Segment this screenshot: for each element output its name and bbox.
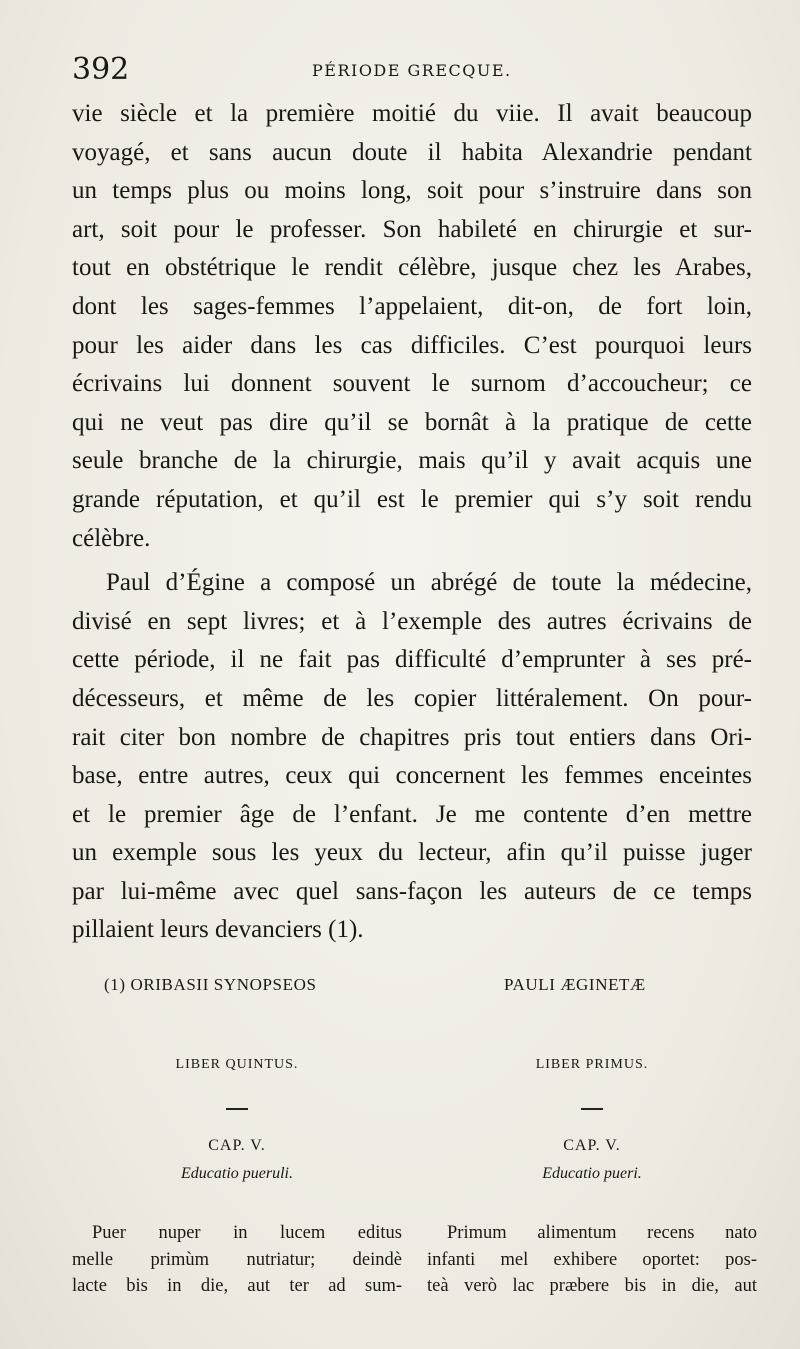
chapter-caption: Educatio pueri.: [542, 1165, 642, 1182]
text-line: et le premier âge de l’enfant. Je me contente d’en mettre: [72, 800, 752, 828]
text-line: écrivains lui donnent souvent le surnom d’accoucheur; ce: [72, 370, 752, 398]
footnote-line: infanti mel exhibere oportet: pos-: [427, 1249, 757, 1270]
chapter-caption: Educatio pueruli.: [181, 1165, 293, 1182]
chapter-heading: CAP. V.: [208, 1137, 266, 1154]
text-line: divisé en sept livres; et à l’exemple des autres écrivains de: [72, 607, 752, 635]
text-line: dont les sages-femmes l’appelaient, dit-on, de fort loin,: [72, 292, 752, 320]
text-line: base, entre autres, ceux qui concernent les femmes enceintes: [72, 762, 752, 790]
text-line: voyagé, et sans aucun doute il habita Alexandrie pendant: [72, 138, 752, 166]
text-line: pillaient leurs devanciers (1).: [72, 916, 364, 944]
main-text: [72, 95, 752, 950]
paragraph-1: [72, 95, 752, 558]
text-line: seule branche de la chirurgie, mais qu’il y avait acquis une: [72, 447, 752, 475]
text-line: rait citer bon nombre de chapitres pris tout entiers dans Ori-: [72, 723, 752, 751]
footnote-right-title: PAULI ÆGINETÆ: [504, 975, 646, 994]
text-line: par lui-même avec quel sans-façon les auteurs de ce temps: [72, 877, 752, 905]
short-rule: [581, 1108, 603, 1110]
footnote-line: Primum alimentum recens nato: [447, 1223, 757, 1243]
liber-heading: LIBER QUINTUS.: [175, 1057, 299, 1072]
short-rule: [226, 1108, 248, 1110]
text-line: Paul d’Égine a composé un abrégé de toute la médecine,: [106, 569, 752, 597]
text-line: tout en obstétrique le rendit célèbre, jusque chez les Arabes,: [72, 254, 752, 282]
text-line: un temps plus ou moins long, soit pour s’instruire dans son: [72, 177, 752, 205]
footnote-left-title: [104, 975, 317, 995]
paragraph-2: [72, 564, 752, 950]
running-head: PÉRIODE GRECQUE.: [312, 61, 512, 80]
footnote-line: melle primùm nutriatur; deindè: [72, 1249, 402, 1270]
footnote-line: Puer nuper in lucem editus: [92, 1223, 402, 1243]
footnote-left-title-text: ORIBASII SYNOPSEOS: [130, 975, 317, 994]
footnote-line: teà verò lac præbere bis in die, aut: [427, 1276, 757, 1296]
page-header: [72, 52, 752, 92]
footnote-titles: [72, 965, 752, 1005]
text-line: vie siècle et la première moitié du viie. Il avait beaucoup: [72, 100, 752, 127]
footnote: [72, 965, 757, 1296]
text-line: célèbre.: [72, 524, 151, 552]
chapter-heading: CAP. V.: [563, 1137, 621, 1154]
text-line: pour les aider dans les cas difficiles. C’est pourquoi leurs: [72, 331, 752, 359]
text-line: qui ne veut pas dire qu’il se bornât à la pratique de cette: [72, 408, 752, 436]
text-line: art, soit pour le professer. Son habileté en chirurgie et sur-: [72, 215, 752, 243]
text-line: grande réputation, et qu’il est le premier qui s’y soit rendu: [72, 485, 752, 513]
footnote-line: lacte bis in die, aut ter ad sum-: [72, 1276, 402, 1296]
liber-heading: LIBER PRIMUS.: [535, 1057, 649, 1072]
footnote-marker: (1): [104, 975, 126, 994]
text-line: décesseurs, et même de les copier littéralement. On pour-: [72, 684, 752, 712]
page-number: 392: [72, 52, 130, 87]
text-line: un exemple sous les yeux du lecteur, afin qu’il puisse juger: [72, 839, 752, 867]
text-line: cette période, il ne fait pas difficulté d’emprunter à ses pré-: [72, 646, 752, 674]
footnote-right-text: [427, 1220, 757, 1300]
footnote-left-text: [72, 1220, 402, 1300]
